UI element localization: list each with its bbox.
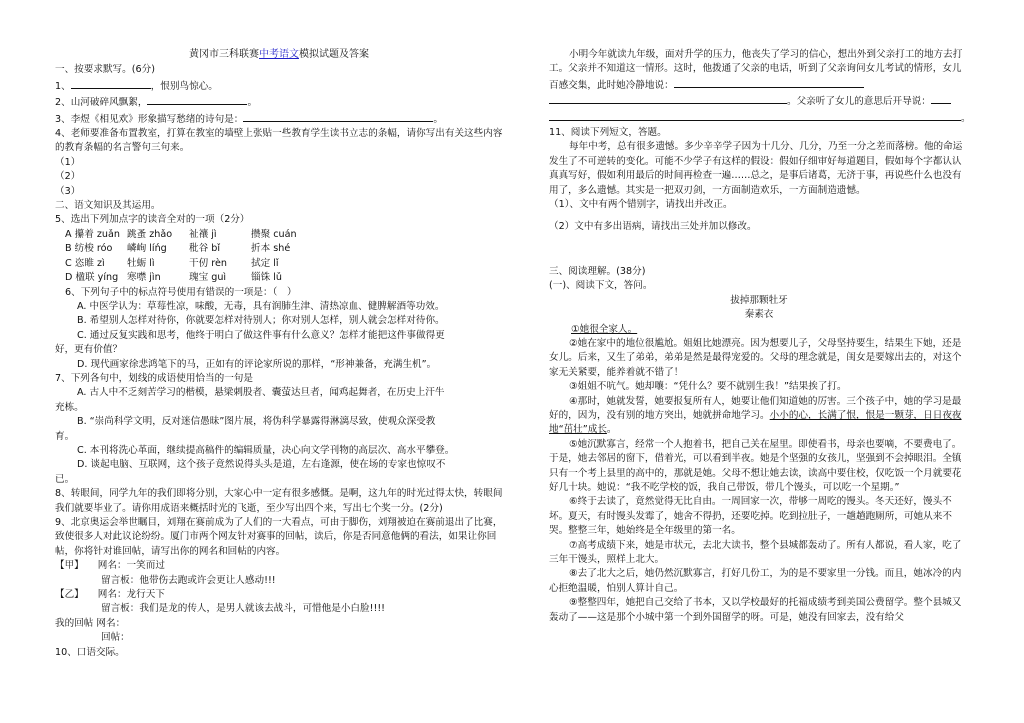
question-6: 6、下列句子中的标点符号使用有错误的一项是：（ ） [65, 286, 297, 298]
section-2-heading: 二、语文知识及其运用。 [55, 200, 161, 212]
q10-scenario: 小明今年就读九年级，面对升学的压力，他丧失了学习的信心，想出外到父亲打工的地方去打工。父亲并不知道这一情形。这时，他拨通了父亲的电话，听到了父亲询问女儿考试的情形，女儿百感交集，此时她冷静地说： [549, 49, 963, 91]
q6-option-a: A. 中医学认为：草莓性凉，味酸，无毒，具有润肺生津、清热凉血、健脾解酒等功效。 [77, 300, 445, 312]
right-column [549, 48, 969, 625]
section-1-heading: 一、按要求默写。(6分) [55, 64, 155, 76]
q6-option-c-cont: 好，更有价值？ [55, 344, 123, 356]
my-reply-name: 我的回帖 网名： [55, 617, 126, 629]
q7-option-c: C. 本刊将洗心革面，继续提高稿件的编辑质量，决心向文学刊物的高层次、高水平攀登。 [77, 444, 455, 456]
question-5: 5、选出下列加点字的读音全对的一项（2分） [55, 214, 250, 226]
story-para-9: ⑨整整四年，她把自己交给了书本，又以学校最好的托福成绩考到美国公费留学。整个县城又轰动了——这是那个小城中第一个到外国留学的呀。可是，她没有回家去，没有给父 [549, 597, 962, 623]
q1-line-2: 2、山河破碎风飘絮， 。 [55, 94, 503, 110]
q10-scenario-end: 。父亲听了女儿的意思后开导说： [549, 93, 969, 109]
q7-option-d: D. 谈起电脑、互联网，这个孩子竟然说得头头是道，左右逢源，使在场的专家也惊叹不 [77, 459, 446, 471]
story-para-8: ⑧去了北大之后，她仍然沉默寡言，打好几份工，为的是不要家里一分钱。而且，她冰冷的内心拒绝温暖，怕别人算计自己。 [549, 568, 962, 594]
story-para-4: ④那时，她就发誓，她要报复所有人，她要让他们知道她的厉害。三个孩子中，她的学习是最好的，因为，没有别的地方突出，她就拼命地学习。小小的心，长满了恨，恨是一颗芽，日日夜夜地“茁壮”成长。 [549, 395, 962, 436]
title-link[interactable]: 中考语文 [259, 49, 299, 60]
q9-post-jia-reply: 留言板：他带伤去跑或许会更让人感动!!! [101, 574, 276, 586]
q11-sub-1: （1）、文中有两个错别字，请找出并改正。 [549, 199, 733, 211]
q6-option-c: C. 通过反复实践和思考，他终于明白了做这件事有什么意义？怎样才能把这件事做得更 [77, 329, 445, 341]
q7-option-b-cont: 育。 [55, 430, 75, 442]
q10-answer-line: 。 [549, 110, 969, 126]
section-3-heading: 三、阅读理解。(38分) [549, 265, 646, 277]
q7-option-a-cont: 充栋。 [55, 401, 84, 413]
story-author: 秦素衣 [744, 309, 774, 321]
section-3-part-1: (一)、阅读下文，答问。 [549, 280, 653, 292]
q1-line-3: 3、李煜《相见欢》形象描写愁绪的诗句是： 。 [55, 111, 503, 127]
q1-line-1: 1、 ，恨别鸟惊心。 [55, 78, 503, 94]
q5-option-a: A 攥着 zuǎn 跳蚤 zhǎo 祉禳 jì 攒聚 cuán [65, 228, 297, 240]
q5-option-b: B 纺梭 róo 嶙峋 líńg 秕谷 bǐ 折本 shé [65, 243, 291, 255]
q7-option-a: A. 古人中不乏刻苦学习的楷模，悬梁刺股者、囊萤达旦者，闻鸡起舞者，在历史上汗牛 [77, 387, 445, 399]
question-8: 8、转眼间，同学九年的我们即将分别，大家心中一定有很多感慨。是啊，这九年的时光过得太快，转眼间我们就要毕业了。请你用成语来概括时光的飞逝，至少写出四个来，写出七个奖一分。(2分) [55, 488, 503, 514]
story-para-1: ①她很全家人。 [571, 323, 638, 335]
story-para-3: ③姐姐不吭气。她却嚷：“凭什么？要不就别生我！”结果挨了打。 [569, 381, 847, 393]
q6-option-d: D. 现代画家徐悲鸿笔下的马，正如有的评论家所说的那样，“形神兼备，充满生机”。 [77, 358, 437, 370]
q7-option-b: B. “崇尚科学文明，反对迷信愚昧”图片展，将伪科学暴露得淋漓尽致，使观众深受教 [77, 416, 436, 428]
q9-post-jia: 【甲】 网名：一笑而过 [55, 560, 165, 572]
q5-option-d: D 楹联 yíng 寒噤 jìn 瑰宝 guì 锱铢 lǔ [65, 272, 282, 284]
story-para-2: ②她在家中的地位很尴尬。姐姐比她漂亮。因为想要儿子，父母坚持要生，结果生下她，还是女儿。后来，又生了弟弟，弟弟是然是最得宠爱的。父母的理念就是，闺女是要嫁出去的，对这个家无关紧要，能养着就不错了！ [549, 337, 962, 378]
answer-slot-2: （2） [55, 171, 81, 183]
question-9: 9、北京奥运会举世瞩目，刘翔在赛前成为了人们的一大看点，可由于脚伤，刘翔被迫在赛前退出了比赛，致使很多人对此议论纷纷。厦门市两个网友针对赛事的回帖，读后，你是否同意他俩的看法，如果让你回帖，你将针对谁回帖，请写出你的网名和回帖的内容。 [55, 517, 503, 557]
story-title: 拔掉那颗牡牙 [730, 294, 788, 306]
question-7: 7、下列各句中，划线的成语使用恰当的一句是 [55, 372, 253, 384]
story-para-7: ⑦高考成绩下来，她是市状元，去北大读书，整个县城都轰动了。所有人都说，看人家，吃了三年干馒头，照样上北大。 [549, 539, 962, 565]
q1-line-4: 4、老师要准备布置教室，打算在教室的墙壁上张贴一些教育学生读书立志的条幅，请你写出有关这些内容的教育条幅的名言警句三句来。 [55, 128, 503, 154]
answer-slot-1: （1） [55, 156, 81, 168]
q9-post-yi: 【乙】 网名：龙行天下 [55, 589, 165, 601]
q5-option-c: C 恣睢 zì 牡蛎 lì 干仞 rèn 拭定 lǐ [65, 257, 279, 269]
answer-slot-3: （3） [55, 185, 81, 197]
story-para-6: ⑥终于去读了，竟然觉得无比自由。一周回家一次，带够一周吃的馒头。冬天还好，馒头不坏。夏天，有时馒头发霉了，她舍不得扔，还要吃掉。吃到拉肚子，一趟趟跑厕所，可她从来不哭。整整三年，她始终是全年级里的第一名。 [549, 496, 952, 537]
my-reply-content: 回帖： [101, 632, 130, 644]
q7-option-d-cont: 已。 [55, 473, 75, 485]
question-10: 10、口语交际。 [55, 646, 125, 658]
q6-option-b: B. 希望别人怎样对待你，你就要怎样对待别人；你对别人怎样，别人就会怎样对待你。 [77, 315, 445, 327]
q11-sub-2: （2）文中有多出语病，请找出三处并加以修改。 [549, 221, 757, 233]
q9-post-yi-reply: 留言板：我们是龙的传人，是男人就该去战斗，可惜他是小白脸!!!! [101, 603, 386, 615]
story-para-5: ⑤她沉默寡言，经常一个人抱着书，把自己关在屋里。即使看书，母亲也要嘀，不要费电了。于是，她去邻居的窗下，借着光，可以看到半夜。她是个坚强的女孩儿，坚强到不会掉眼泪。全镇只有一个考上县里的高中的，那就是她。父母不想让她去读，读高中要住校，仅吃饭一个月就要花好几十块。她说：“我不吃学校的饭，我自己带饭，带几个馒头，可以吃一个星期。” [549, 438, 962, 493]
page-title: 黄冈市三科联赛中考语文模拟试题及答案 [189, 49, 369, 60]
question-11: 11、阅读下列短文，答题。 [549, 127, 667, 139]
q11-passage: 每年中考，总有很多遗憾。多少辛辛学子因为十几分、几分，乃至一分之差而落榜。他的命运发生了不可逆转的变化。可能不少学子有这样的假设：假如仔细审好每道题目，假如每个字都认认真真写好，假如利用最后的时间再检查一遍……总之，是事后诸葛，无济于事，再说些什么也没有用了，多么遗憾。其实是一把双刃剑，一方面制造欢乐，一方面制造遗憾。 [549, 141, 963, 196]
left-column [55, 48, 503, 660]
